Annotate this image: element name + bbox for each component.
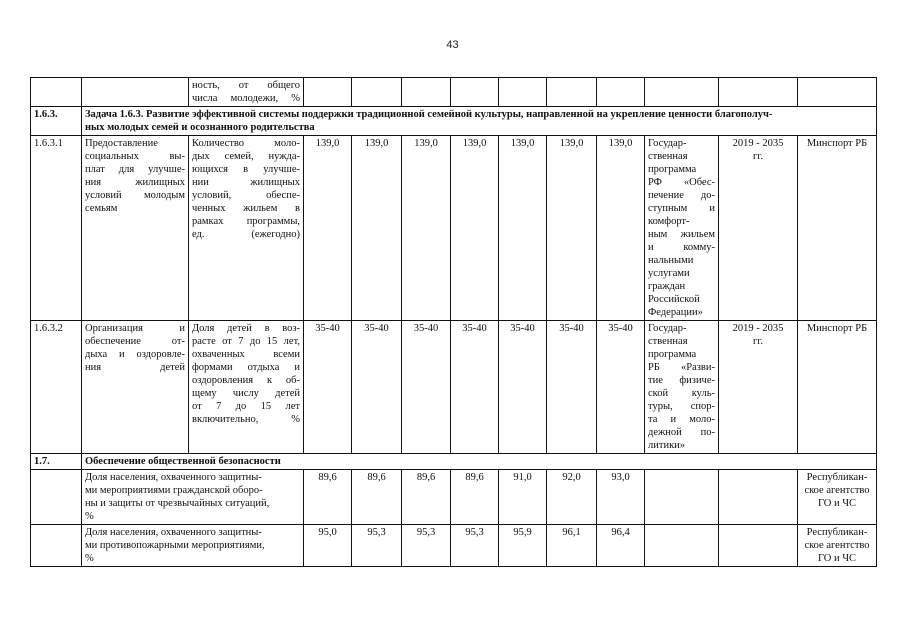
executor-text: Республикан- ское агентство ГО и ЧС — [798, 470, 877, 525]
value-cell: 139,0 — [402, 136, 451, 321]
row-number: 1.6.3.2 — [31, 321, 82, 454]
value-cell: 139,0 — [597, 136, 645, 321]
value-cell: 139,0 — [451, 136, 499, 321]
value-cell: 95,3 — [451, 525, 499, 567]
program-text — [645, 470, 719, 525]
value-cell: 139,0 — [547, 136, 597, 321]
task-row — [31, 107, 877, 136]
indicator-text: Доля населения, охваченного защитны- ми противопожарными мероприятиями, % — [82, 525, 304, 567]
cell-value — [499, 78, 547, 107]
value-cell: 96,1 — [547, 525, 597, 567]
indicators-table — [30, 77, 877, 567]
cell-executor — [798, 78, 877, 107]
value-cell: 92,0 — [547, 470, 597, 525]
value-cell: 95,9 — [499, 525, 547, 567]
cell-value — [402, 78, 451, 107]
value-cell: 35-40 — [352, 321, 402, 454]
value-cell: 35-40 — [499, 321, 547, 454]
cell-value — [304, 78, 352, 107]
value-cell: 96,4 — [597, 525, 645, 567]
indicator-text: Доля населения, охваченного защитны- ми мероприятиями гражданской оборо- ны и защиты от чрезвычайных ситуаций, % — [82, 470, 304, 525]
value-cell: 35-40 — [597, 321, 645, 454]
executor-text: Минспорт РБ — [798, 136, 877, 321]
value-cell: 89,6 — [402, 470, 451, 525]
row-number — [31, 525, 82, 567]
task-number: 1.6.3. — [31, 107, 82, 136]
cell-indicator: ность, от общего числа молодежи, % — [189, 78, 304, 107]
value-cell: 35-40 — [451, 321, 499, 454]
period-text — [719, 525, 798, 567]
cell-value — [352, 78, 402, 107]
cell-period — [719, 78, 798, 107]
value-cell: 89,6 — [352, 470, 402, 525]
cell-program — [645, 78, 719, 107]
value-cell: 95,3 — [402, 525, 451, 567]
section-title: Обеспечение общественной безопасности — [82, 454, 877, 470]
value-cell: 95,0 — [304, 525, 352, 567]
cell-action — [82, 78, 189, 107]
value-cell: 139,0 — [352, 136, 402, 321]
value-cell: 95,3 — [352, 525, 402, 567]
table-row — [31, 525, 877, 567]
value-cell: 93,0 — [597, 470, 645, 525]
section-number: 1.7. — [31, 454, 82, 470]
period-text: 2019 - 2035 гг. — [719, 136, 798, 321]
section-row — [31, 454, 877, 470]
value-cell: 89,6 — [304, 470, 352, 525]
program-text: Государ- ственная программа РБ «Разви- тие физиче- ской куль- туры, спор- та и моло- дежной по- литики» — [645, 321, 719, 454]
row-number — [31, 470, 82, 525]
executor-text: Республикан- ское агентство ГО и ЧС — [798, 525, 877, 567]
executor-text: Минспорт РБ — [798, 321, 877, 454]
period-text: 2019 - 2035 гг. — [719, 321, 798, 454]
task-title: Задача 1.6.3. Развитие эффективной системы поддержки традиционной семейной культуры, направленной на укрепление ценности благополуч- ных молодых семей и осознанного родительства — [82, 107, 877, 136]
table-row — [31, 78, 877, 107]
table-row — [31, 470, 877, 525]
table-row — [31, 136, 877, 321]
program-text — [645, 525, 719, 567]
cell-value — [547, 78, 597, 107]
indicator-text: Количество моло- дых семей, нужда- ющихся в улучше- нии жилищных условий, обеспе- ченных жильем в рамках программы, ед. (ежегодно) — [189, 136, 304, 321]
indicator-text: Доля детей в воз- расте от 7 до 15 лет, охваченных всеми формами отдыха и оздоровления к об- щему числу детей от 7 до 15 лет включительно, % — [189, 321, 304, 454]
value-cell: 35-40 — [547, 321, 597, 454]
value-cell: 91,0 — [499, 470, 547, 525]
program-text: Государ- ственная программа РФ «Обес- печение до- ступным и комфорт- ным жильем и комму- нальными услугами граждан Российской Федерации» — [645, 136, 719, 321]
row-number: 1.6.3.1 — [31, 136, 82, 321]
action-text: Предоставление социальных вы- плат для улучше- ния жилищных условий молодым семьям — [82, 136, 189, 321]
cell-num — [31, 78, 82, 107]
value-cell: 35-40 — [402, 321, 451, 454]
action-text: Организация и обеспечение от- дыха и оздоровле- ния детей — [82, 321, 189, 454]
cell-value — [451, 78, 499, 107]
value-cell: 139,0 — [499, 136, 547, 321]
period-text — [719, 470, 798, 525]
cell-value — [597, 78, 645, 107]
page-number: 43 — [446, 39, 459, 51]
value-cell: 139,0 — [304, 136, 352, 321]
value-cell: 89,6 — [451, 470, 499, 525]
table-row — [31, 321, 877, 454]
value-cell: 35-40 — [304, 321, 352, 454]
